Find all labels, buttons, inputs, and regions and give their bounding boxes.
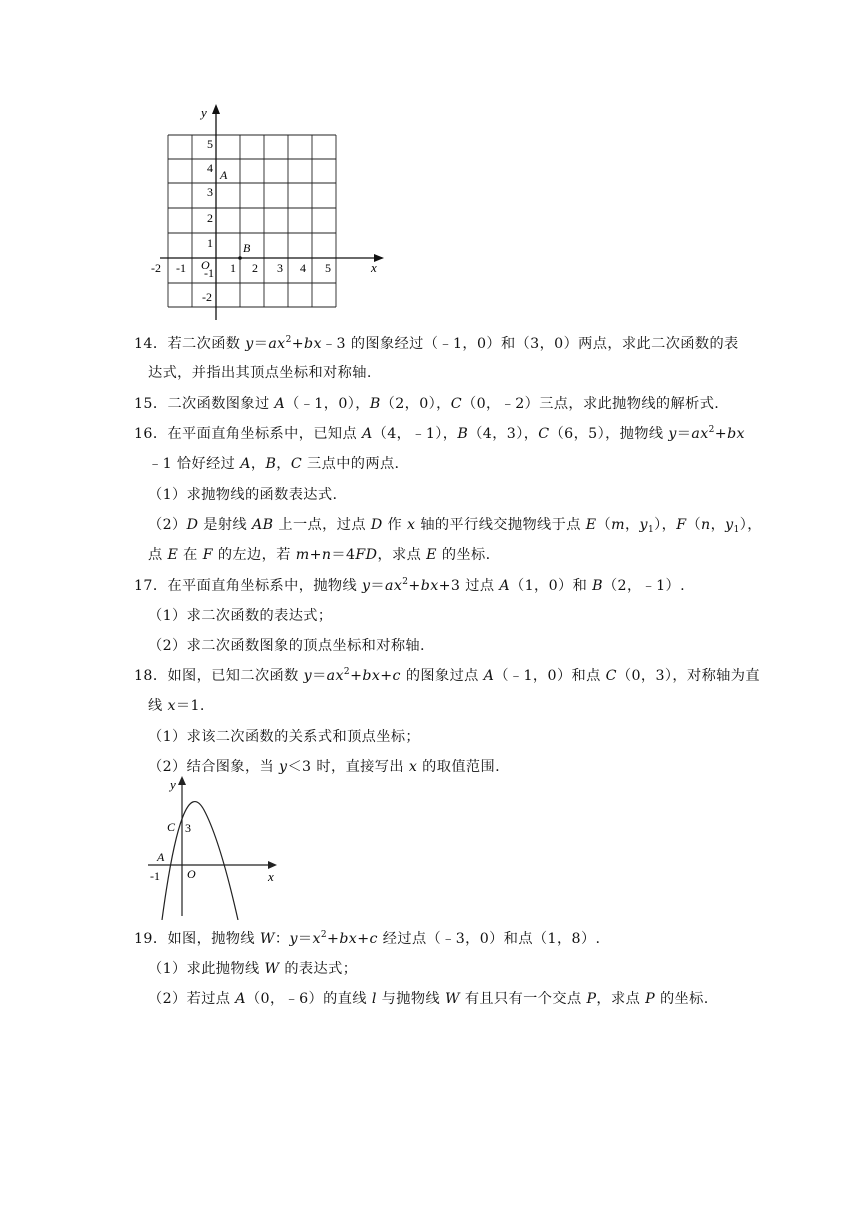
x-tick-4: 4: [300, 261, 306, 275]
q16-part2-cont: 点 E 在 F 的左边，若 m+n＝4FD，求点 E 的坐标.: [148, 547, 491, 563]
point-a-label: A: [220, 168, 228, 182]
label-three: 3: [185, 821, 191, 835]
y-axis-arrow: [212, 104, 220, 114]
q14-line1: 14．若二次函数 $y=ax^2+bx﹣3$ 的图象经过（﹣1，0）和（3，0）两点，求此二次函数的表: [134, 335, 739, 352]
point-c-label: C: [167, 820, 176, 834]
q17-part1: （1）求二次函数的表达式；: [148, 608, 333, 624]
q14-line2: 达式，并指出其顶点坐标和对称轴.: [148, 365, 372, 381]
y-tick-neg1: -1: [204, 266, 214, 280]
x-axis-label: x: [268, 869, 274, 884]
y-tick-neg2: -2: [202, 290, 212, 304]
q16-part1: （1）求抛物线的函数表达式.: [148, 487, 338, 503]
x-tick-neg1: -1: [176, 261, 186, 275]
x-tick-2: 2: [252, 261, 258, 275]
point-a-label: A: [157, 850, 165, 864]
y-tick-1: 1: [207, 236, 213, 250]
q18-line1: 18．如图，已知二次函数 $y=ax^2+bx+c$ 的图象过点 A（﹣1，0）和点 C（0，3），对称轴为直: [134, 667, 760, 684]
q18-line2: 线 x＝1.: [148, 698, 205, 714]
q17-line1: 17．在平面直角坐标系中，抛物线 $y=ax^2+bx+3$ 过点 A（1，0）和 B（2，﹣1）.: [134, 577, 686, 594]
x-tick-neg2: -2: [151, 261, 161, 275]
q16-part2: （2）D 是射线 AB 上一点，过点 D 作 x 轴的平行线交抛物线于点 E（m，$y_1$），F（n，$y_1$），: [148, 517, 762, 535]
y-tick-3: 3: [207, 185, 213, 199]
y-tick-4: 4: [207, 161, 213, 175]
y-axis-arrow: [178, 776, 186, 785]
q18-part2: （2）结合图象，当 y＜3 时，直接写出 x 的取值范围.: [148, 759, 500, 775]
origin-label: O: [201, 258, 210, 272]
q19-part2: （2）若过点 A（0，﹣6）的直线 l 与抛物线 W 有且只有一个交点 P，求点 P 的坐标.: [148, 991, 709, 1007]
parabola-figure: [140, 770, 290, 920]
y-axis-label: y: [170, 777, 176, 792]
x-axis-arrow: [268, 861, 277, 869]
y-tick-2: 2: [207, 211, 213, 225]
label-minus-one: -1: [150, 869, 160, 883]
x-tick-3: 3: [277, 261, 283, 275]
q18-part1: （1）求该二次函数的关系式和顶点坐标；: [148, 729, 421, 745]
q19-line1: 19．如图，抛物线 W：$y=x^2+bx+c$ 经过点（﹣3，0）和点（1，8）.: [134, 930, 601, 947]
point-b-label: B: [243, 241, 251, 255]
q19-part1: （1）求此抛物线 W 的表达式；: [148, 961, 358, 977]
x-tick-1: 1: [230, 261, 236, 275]
x-tick-5: 5: [325, 261, 331, 275]
q15-line1: 15．二次函数图象过 A（﹣1，0），B（2，0），C（0，﹣2）三点，求此抛物线的解析式.: [134, 396, 720, 412]
y-tick-5: 5: [207, 137, 213, 151]
q17-part2: （2）求二次函数图象的顶点坐标和对称轴.: [148, 638, 425, 654]
q16-line1: 16．在平面直角坐标系中，已知点 A（4，﹣1），B（4，3），C（6，5），抛物线 $y=ax^2+bx$: [134, 425, 745, 442]
point-b-marker: [238, 256, 242, 260]
q16-line2: ﹣1 恰好经过 A，B，C 三点中的两点.: [148, 456, 400, 472]
y-axis-label: y: [201, 105, 207, 120]
coordinate-grid-figure: [140, 100, 400, 320]
origin-label: O: [187, 867, 196, 881]
x-axis-label: x: [371, 260, 377, 275]
